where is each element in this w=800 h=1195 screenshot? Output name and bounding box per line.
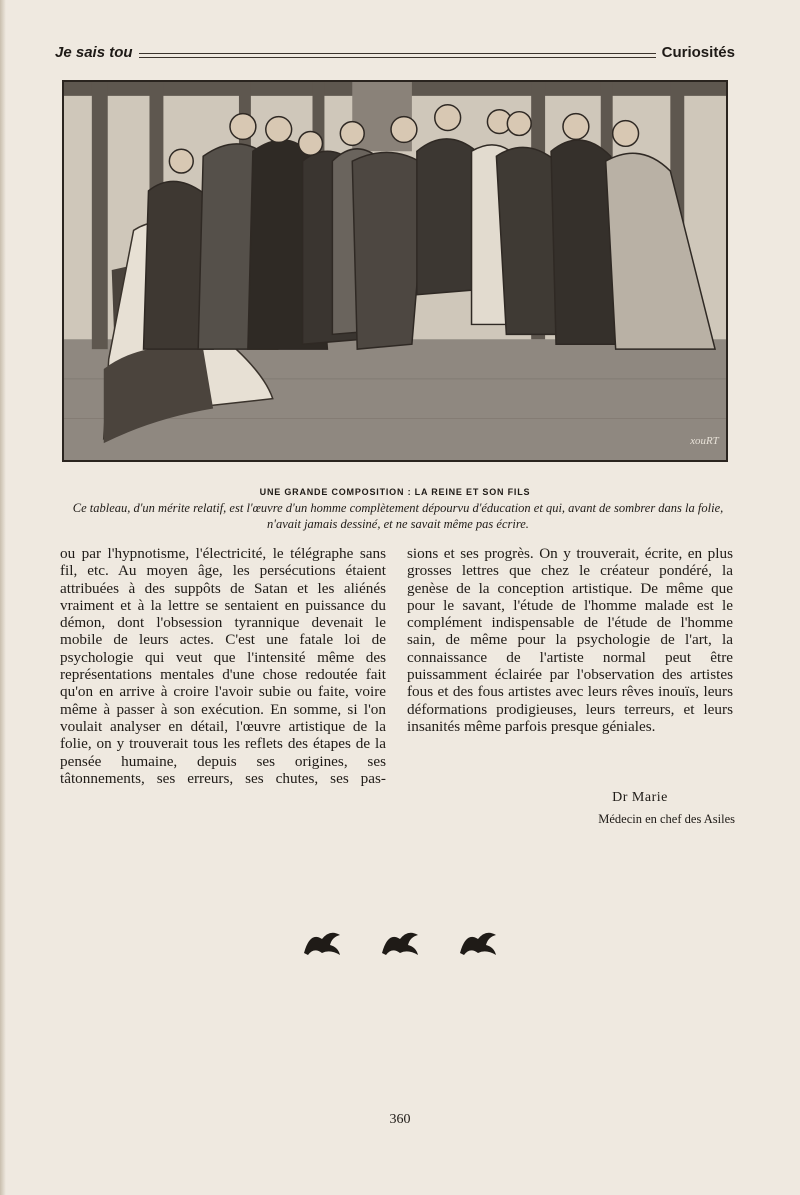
article-column-left xyxy=(60,545,386,787)
author-name: Dr Marie xyxy=(612,790,668,805)
article-paragraph: sions et ses progrès. On y trouverait, écrite, en plus grosses lettres que chez le créateur pondéré, la genèse de la conception artistique. De même que pour le savant, l'étude de l'homme malade est le complément indispensable de l'étude de l'homme sain, de même pour la psychologie de l'art, la connaissance de l'artiste normal peut être puissamment éclairée par l'observation des artistes fous et des fous artistes avec leurs rêves inouïs, leurs déformations prodigieuses, leurs terreurs, et leurs insanités même parfois presque géniales. xyxy=(407,545,733,735)
author-title: Médecin en chef des Asiles xyxy=(598,812,735,826)
page-edge xyxy=(0,0,6,1195)
header-section-title: Curiosités xyxy=(661,43,735,61)
caption-title: UNE GRANDE COMPOSITION : LA REINE ET SON FILS xyxy=(259,487,531,497)
painting-image xyxy=(64,82,726,460)
fleuron-icon xyxy=(456,925,500,959)
article-column-right xyxy=(407,545,733,735)
header-rule xyxy=(139,53,656,58)
painting-illustration xyxy=(62,80,728,462)
fleuron-icon xyxy=(300,925,344,959)
running-header xyxy=(55,42,735,62)
section-ornaments xyxy=(300,925,500,959)
caption-text: Ce tableau, d'un mérite relatif, est l'œuvre d'un homme complètement dépourvu d'éducation et qui, avant de sombrer dans la folie, n'avait jamais dessiné, et ne savait même pas écrire. xyxy=(72,501,724,531)
fleuron-icon xyxy=(378,925,422,959)
header-magazine-title: Je sais tou xyxy=(55,43,133,61)
page-number: 360 xyxy=(389,1112,411,1127)
article-paragraph: ou par l'hypnotisme, l'électricité, le télégraphe sans fil, etc. Au moyen âge, les persécutions étaient attribuées à des suppôts de Satan et les aliénés vraiment et à la lettre se sentaient en puissance du démon, dont l'obsession tyrannique devenait le mobile de leurs actes. C'est une fatale loi de psychologie qui veut que l'intensité même des représentations mentales d'une chose redoutée fait qu'on en arrive à croire l'avoir subie ou faite, voire même à passer à son exécution. En somme, si l'on voulait analyser en détail, l'œuvre artistique de la folie, on y trouverait tous les reflets des étapes de la pensée humaine, depuis ses origines, ses tâtonnements, ses erreurs, ses chutes, ses pas- xyxy=(60,545,386,787)
painting-signature: xouRT xyxy=(690,435,719,448)
